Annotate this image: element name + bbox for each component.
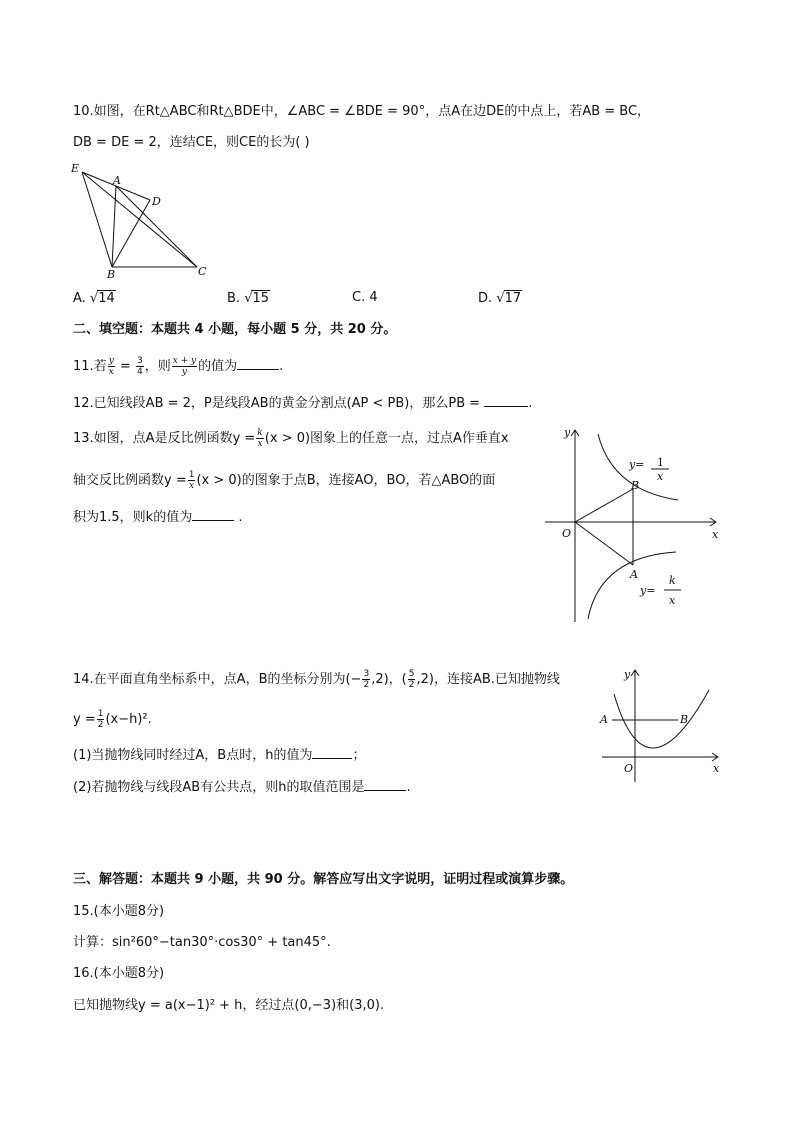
- label-D: D: [152, 195, 161, 208]
- q13-graph: [540, 422, 730, 627]
- q10-line2: DB = DE = 2，连结CE，则CE的长为( ): [73, 135, 310, 150]
- g13-eq1-lhs: y=: [629, 458, 645, 471]
- g13-eq2-den: x: [669, 594, 676, 607]
- label-E: E: [71, 162, 80, 175]
- q14-part1: (1)当抛物线同时经过A，B点时，h的值为 ；: [73, 748, 366, 763]
- g13-eq1-num: 1: [657, 456, 664, 469]
- q13-answer-blank[interactable]: [192, 508, 234, 521]
- g13-O: O: [562, 527, 572, 540]
- g13-A: A: [630, 568, 638, 581]
- q14-line1: 14.在平面直角坐标系中，点A，B的坐标分别为(− $\frac{3}{2}$ ,2)，( $\frac{5}{2}$ ,2)，连接AB.已知抛物线: [73, 669, 560, 690]
- q13-line2: 轴交反比例函数y = $\frac{1}{x}$ (x > 0)的图象于点B，连接AO，BO，若△ABO的面: [73, 470, 496, 491]
- q11: 11.若 $\frac{y}{x}$ = $\frac{3}{4}$ ，则 $\frac{x + y}{y}$ 的值为 .: [73, 356, 284, 377]
- q12: 12.已知线段AB = 2，P是线段AB的黄金分割点(AP < PB)，那么PB = .: [73, 396, 533, 411]
- section3-header: 三、解答题：本题共 9 小题，共 90 分。解答应写出文字说明，证明过程或演算步骤。: [73, 872, 574, 887]
- q12-answer-blank[interactable]: [484, 394, 528, 407]
- q13-line1: 13.如图，点A是反比例函数y = $\frac{k}{x}$ (x > 0)图象上的任意一点，过点A作垂直x: [73, 428, 509, 449]
- g13-B: B: [631, 479, 640, 492]
- g14-x: x: [713, 762, 720, 775]
- section2-header: 二、填空题：本题共 4 小题，每小题 5 分，共 20 分。: [73, 322, 397, 337]
- q13-line3: 积为1.5，则k的值为 .: [73, 510, 243, 525]
- g13-eq2-lhs: y=: [640, 584, 656, 597]
- q14-part2-blank[interactable]: [364, 778, 406, 791]
- label-A: A: [113, 174, 121, 187]
- g13-eq2-num: k: [669, 574, 676, 587]
- g13-y: y: [564, 426, 571, 439]
- q10-choice-a[interactable]: A. √14: [73, 291, 115, 306]
- q14-part1-blank[interactable]: [312, 746, 352, 759]
- g14-A: A: [600, 713, 608, 726]
- q14-graph: [592, 662, 732, 787]
- g14-y: y: [624, 668, 631, 681]
- q11-answer-blank[interactable]: [237, 357, 279, 370]
- g13-x: x: [712, 528, 719, 541]
- label-C: C: [198, 265, 207, 278]
- q14-line2: y = $\frac{1}{2}$ (x−h)².: [73, 709, 152, 730]
- q14-part2: (2)若抛物线与线段AB有公共点，则h的取值范围是 .: [73, 780, 411, 795]
- q10-choice-b[interactable]: B. √15: [227, 291, 270, 306]
- g13-eq1-den: x: [657, 470, 664, 483]
- q10-line1: 10.如图，在Rt△ABC和Rt△BDE中，∠ABC = ∠BDE = 90°，点A在边DE的中点上，若AB = BC，: [73, 104, 651, 119]
- q16-title: 16.(本小题8分): [73, 966, 165, 981]
- q15-title: 15.(本小题8分): [73, 904, 165, 919]
- q15-text: 计算：sin²60°−tan30°·cos30° + tan45°.: [73, 935, 331, 950]
- g14-O: O: [624, 762, 634, 775]
- g14-B: B: [680, 713, 689, 726]
- q10-choice-d[interactable]: D. √17: [478, 291, 522, 306]
- q16-text: 已知抛物线y = a(x−1)² + h，经过点(0,−3)和(3,0).: [73, 998, 385, 1013]
- label-B: B: [107, 268, 116, 280]
- q10-choice-c[interactable]: C. 4: [352, 290, 378, 305]
- q10-figure: [66, 160, 216, 280]
